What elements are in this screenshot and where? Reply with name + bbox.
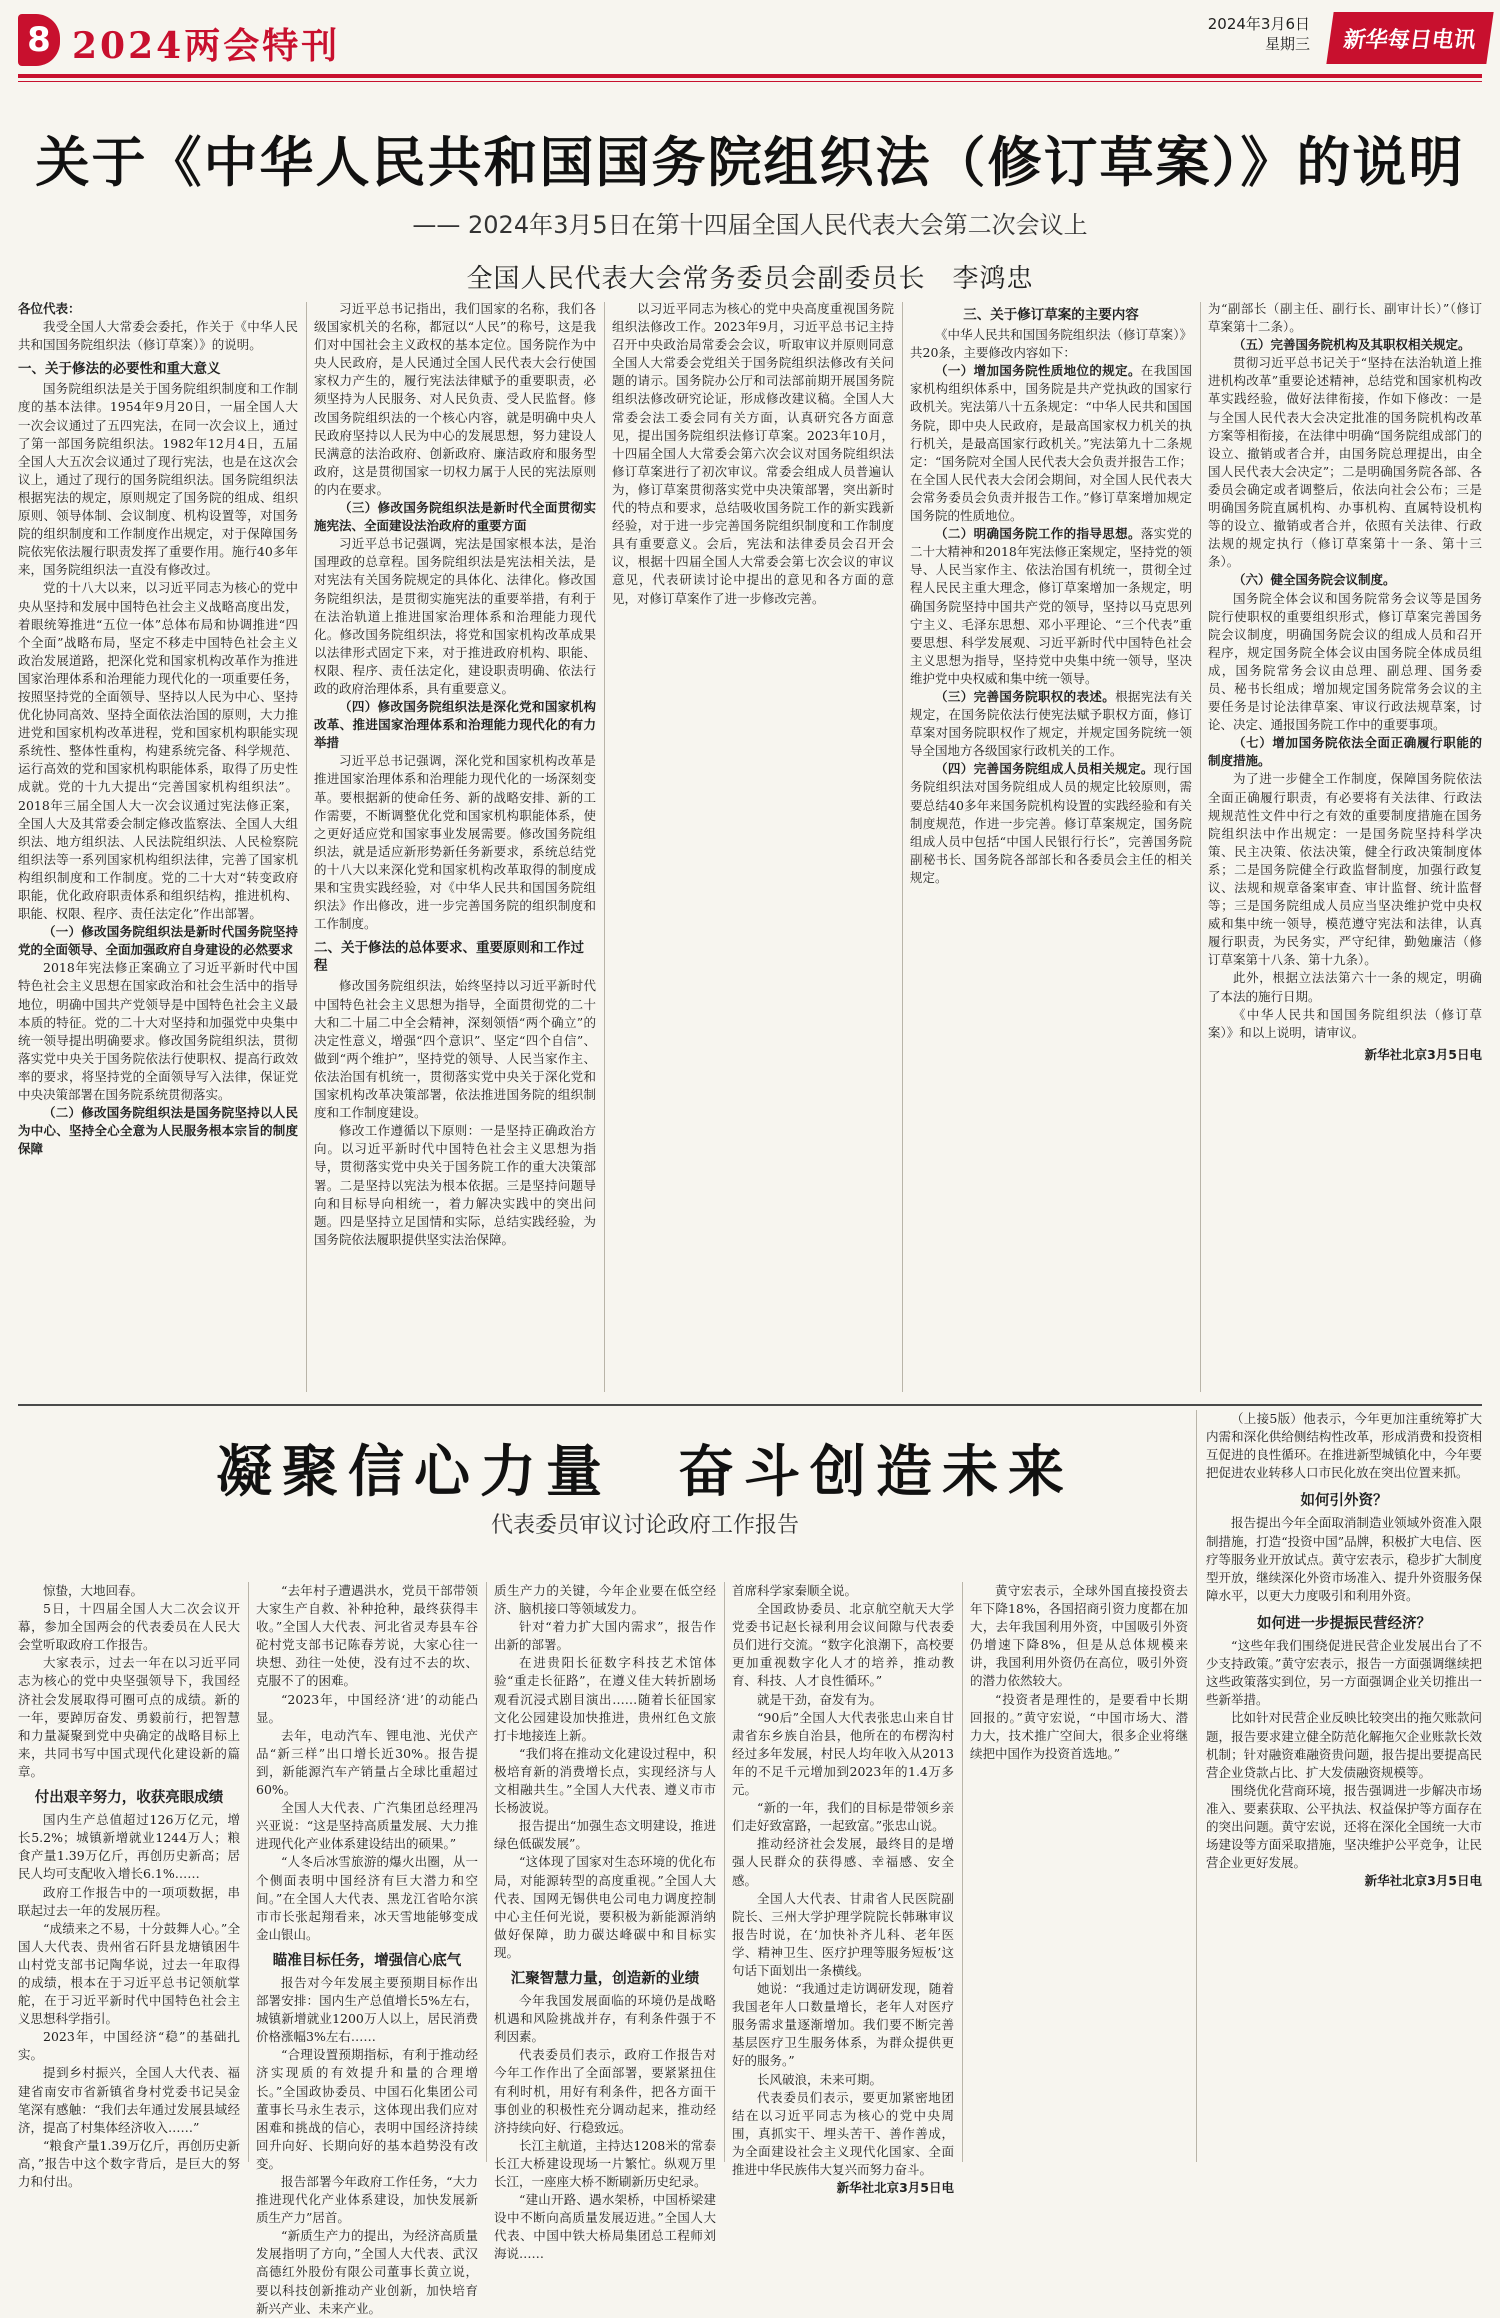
- date-text: 2024年3月6日: [1207, 15, 1310, 33]
- article-column-4: [910, 300, 1192, 1398]
- paragraph: “2023年，中国经济‘进’的动能凸显。: [256, 1691, 478, 1725]
- paragraph: 惊蛰，大地回春。: [43, 1583, 144, 1598]
- paragraph: “投资者是理性的，是要看中长期回报的。”黄守宏说，“中国市场大、潜力大，技术推广空间大，很多企业将继续把中国作为投资首选地。”: [970, 1691, 1188, 1761]
- paragraph: 5日，十四届全国人大二次会议开幕，参加全国两会的代表委员在人民大会堂听取政府工作报告。: [18, 1601, 240, 1653]
- article-column-1: [18, 300, 298, 1398]
- column-rule: [306, 302, 307, 1392]
- paragraph: 代表委员们表示，政府工作报告对今年工作作出了全面部署，要紧紧扭住有利时机，用好有利条件，把各方面干事创业的积极性充分调动起来，推动经济持续向好、行稳致远。: [494, 2047, 716, 2135]
- paragraph: 在进贵阳长征数字科技艺术馆体验“重走长征路”，在遵义佳大转折剧场观看沉浸式剧目演出……随着长征国家文化公园建设加快推进，贵州红色文旅打卡地接连上新。: [494, 1655, 716, 1743]
- article-separator: [18, 1404, 1482, 1406]
- article-column-5: [1208, 300, 1482, 1398]
- subheading: 如何引外资？: [1300, 1493, 1388, 1510]
- paragraph: 推动经济社会发展，最终目的是增强人民群众的获得感、幸福感、安全感。: [732, 1836, 954, 1888]
- paragraph: 习近平总书记强调，深化党和国家机构改革是推进国家治理体系和治理能力现代化的一场深刻变革。要根据新的使命任务、新的战略安排、新的工作需要，不断调整优化党和国家机构职能体系，使之更好适应党和国家事业发展需要。修改国务院组织法，就是适应新形势新任务新要求，系统总结党的十八大以来深化党和国家机构改革取得的制度成果和宝贵实践经验，对《中华人民共和国国务院组织法》作出修改，进一步完善国务院的组织制度和工作制度。: [314, 753, 596, 932]
- paragraph: 全国政协委员、北京航空航天大学党委书记赵长禄利用会议间隙与代表委员们进行交流。“数字化浪潮下，高校要更加重视数字化人才的培养，推动教育、科技、人才良性循环。”: [732, 1601, 954, 1689]
- paragraph: 修改国务院组织法，始终坚持以习近平新时代中国特色社会主义思想为指导，全面贯彻党的二十大和二十届二中全会精神，深刻领悟“两个确立”的决定性意义，增强“四个意识”、坚定“四个自信”、做到“两个维护”，坚持党的领导、人民当家作主、依法治国有机统一，贯彻落实党中央关于深化党和国家机构改革决策部署，依法推进国务院的组织制度和工作制度建设。: [314, 978, 596, 1121]
- article2-column-4: [732, 1582, 954, 2196]
- paragraph: “人冬后冰雪旅游的爆火出圈，从一个侧面表明中国经济有巨大潜力和空间。”在全国人大代表、黑龙江省哈尔滨市市长张起翔看来，冰天雪地能够变成金山银山。: [256, 1854, 478, 1942]
- paragraph: 2018年宪法修正案确立了习近平新时代中国特色社会主义思想在国家政治和社会生活中的指导地位，明确中国共产党领导是中国特色社会主义最本质的特征。党的二十大对坚持和加强党中央集中统一领导提出明确要求。修改国务院组织法，贯彻落实党中央关于国务院依法行使职权、提高行政效率的要求，将坚持党的全面领导写入法律，保证党中央决策部署在国务院系统贯彻落实。: [18, 960, 298, 1103]
- paragraph: “这体现了国家对生态环境的优化布局，对能源转型的高度重视。”全国人大代表、国网无锡供电公司电力调度控制中心主任何光说，要积极为新能源消纳做好保障，助力碳达峰碳中和目标实现。: [494, 1854, 716, 1960]
- section-title: 2024两会特刊: [72, 25, 341, 67]
- column-rule: [1196, 1410, 1197, 2162]
- subsection-heading: （六）健全国务院会议制度。: [1233, 572, 1396, 588]
- paragraph: 此外，根据立法法第六十一条的规定，明确了本法的施行日期。: [1208, 970, 1482, 1004]
- paragraph: 全国人大代表、甘肃省人民医院副院长、三州大学护理学院院长韩琳审议报告时说，在‘加快补齐儿科、老年医学、精神卫生、医疗护理等服务短板’这句话下面划出一条横线。: [732, 1890, 954, 1978]
- paragraph: 报告对今年发展主要预期目标作出部署安排：国内生产总值增长5%左右，城镇新增就业1200万人以上，居民消费价格涨幅3%左右……: [256, 1974, 478, 2045]
- paragraph: 大家表示，过去一年在以习近平同志为核心的党中央坚强领导下，我国经济社会发展取得可圈可点的成绩。新的一年，要踔厉奋发、勇毅前行，把智慧和力量凝聚到党中央确定的战略目标上来，共同书写中国式现代化建设新的篇章。: [18, 1655, 240, 1779]
- paragraph: “这些年我们围绕促进民营企业发展出台了不少支持政策。”黄守宏表示，报告一方面强调继续把这些政策落实到位，另一方面强调企业关切推出一些新举措。: [1206, 1638, 1482, 1708]
- article-author: 全国人民代表大会常务委员会副委员长 李鸿忠: [466, 264, 1034, 294]
- paragraph: 以习近平同志为核心的党中央高度重视国务院组织法修改工作。2023年9月，习近平总书记主持召开中央政治局常委会会议，听取审议并原则同意全国人大常委会党组关于国务院组织法修改有关问题的请示。国务院办公厅和司法部前期开展国务院组织法修改研究论证，形成修改建议稿。全国人大常委会法工委会同有关方面，认真研究各方面意见，提出国务院组织法修订草案。2023年10月，十四届全国人大常委会第六次会议对国务院组织法修订草案进行了初次审议。常委会组成人员普遍认为，修订草案贯彻落实党中央决策部署，突出新时代的特点和要求，总结吸收国务院工作的新实践新经验，对于进一步完善国务院组织制度和工作制度具有重要意义。会后，宪法和法律委员会召开会议，根据十四届全国人大常委会第七次会议的审议意见，代表研读讨论中提出的意见和各方面的意见，对修订草案作了进一步修改完善。: [612, 301, 894, 606]
- paragraph: 政府工作报告中的一项项数据，串联起过去一年的发展历程。: [18, 1884, 240, 1918]
- paragraph: 我受全国人大常委会委托，作关于《中华人民共和国国务院组织法（修订草案）》的说明。: [18, 319, 298, 353]
- weekday-text: 星期三: [1264, 35, 1310, 53]
- paragraph: 2023年，中国经济“稳”的基础扎实。: [18, 2029, 240, 2063]
- section-heading: 一、关于修法的必要性和重大意义: [18, 361, 221, 378]
- article-subtitle: —— 2024年3月5日在第十四届全国人民代表大会第二次会议上: [412, 211, 1088, 239]
- paragraph: 提到乡村振兴，全国人大代表、福建省南安市省新镇省身村党委书记吴金笔深有感触：“我们去年通过发展县域经济，提高了村集体经济收入……”: [18, 2065, 240, 2135]
- paragraph: 《中华人民共和国国务院组织法（修订草案）》共20条，主要修改内容如下：: [910, 327, 1192, 361]
- paragraph: 现行国务院组织法对国务院组成人员的规定比较原则，需要总结40多年来国务院机构设置的实践经验和有关制度规范，作进一步完善。修订草案规定，国务院组成人员中包括“中国人民银行行长”，完善国务院副秘书长、国务院各部部长和各委员会主任的相关规定。: [910, 761, 1192, 885]
- paragraph: 国务院组织法是关于国务院组织制度和工作制度的基本法律。1954年9月20日，一届全国人大一次会议通过了五四宪法，在同一次会议上，通过了第一部国务院组织法。1982年12月4日，五届全国人大五次会议通过了现行宪法，也是在这次会议上，通过了现行的国务院组织法。国务院组织法根据宪法的规定，原则规定了国务院的组成、组织原则、领导体制、会议制度、机构设置等，对国务院的组织制度和工作制度作出规定，对于保障国务院依宪依法履行职责发挥了重要作用。施行40多年来，国务院组织法一直没有修改过。: [18, 381, 298, 578]
- subsection-heading: （四）修改国务院组织法是深化党和国家机构改革、推进国家治理体系和治理能力现代化的有力举措: [314, 699, 596, 751]
- subheading: 如何进一步提振民营经济？: [1257, 1615, 1431, 1632]
- paragraph: 国内生产总值超过126万亿元，增长5.2%；城镇新增就业1244万人；粮食产量1.39万亿斤，再创历史新高；居民人均可支配收入增长6.1%……: [18, 1812, 240, 1882]
- byline: 新华社北京3月5日电: [1364, 1046, 1482, 1062]
- page-number-badge: 8: [18, 14, 60, 66]
- header-thin-rule: [18, 81, 1482, 82]
- paragraph: 报告提出今年全面取消制造业领域外资准入限制措施，打造“投资中国”品牌，积极扩大电信、医疗等服务业开放试点。黄守宏表示，稳步扩大制度型开放，继续深化外资市场准入、提升外资服务保障水平，以更大力度吸引和利用外资。: [1206, 1515, 1482, 1603]
- paragraph: 就是干劲，奋发有为。: [757, 1691, 883, 1707]
- section-heading: 二、关于修法的总体要求、重要原则和工作过程: [314, 940, 584, 975]
- paragraph: 针对“着力扩大国内需求”，报告作出新的部署。: [494, 1619, 716, 1653]
- subsection-heading: （七）增加国务院依法全面正确履行职能的制度措施。: [1208, 735, 1482, 769]
- paragraph: 习近平总书记强调，宪法是国家根本法，是治国理政的总章程。国务院组织法是宪法相关法，是对宪法有关国务院规定的具体化、法律化。修改国务院组织法，是贯彻实施宪法的重要举措，有利于在法治轨道上推进国家治理体系和治理能力现代化。修改国务院组织法，将党和国家机构改革成果以法律形式固定下来，对于推进政府机构、职能、权限、程序、责任法定化，建设职责明确、依法行政的政府治理体系，具有重要意义。: [314, 536, 596, 696]
- article-title: 关于《中华人民共和国国务院组织法（修订草案）》的说明: [35, 130, 1465, 194]
- issue-date: [1190, 14, 1310, 54]
- paragraph: 贯彻习近平总书记关于“坚持在法治轨道上推进机构改革”重要论述精神，总结党和国家机构改革实践经验，做好法律衔接，作如下修改：一是与全国人民代表大会决定批准的国务院机构改革方案等相衔接，在法律中明确“国务院组成部门的设立、撤销或者合并，由国务院总理提出，由全国人民代表大会决定”；二是明确国务院各部、各委员会确定或者调整后，依法向社会公布；三是明确国务院直属机构、办事机构、直属特设机构等的设立、撤销或者合并，依照有关法律、行政法规的规定执行（修订草案第十一条、第十三条）。: [1208, 355, 1482, 570]
- paragraph: “合理设置预期指标，有利于推动经济实现质的有效提升和量的合理增长。”全国政协委员、中国石化集团公司董事长马永生表示，这体现出我们应对困难和挑战的信心，表明中国经济持续回升向好、长期向好的基本趋势没有改变。: [256, 2047, 478, 2171]
- article-column-3: [612, 300, 894, 1398]
- column-rule: [902, 302, 903, 1392]
- article2-title: 凝聚信心力量 奋斗创造未来: [216, 1439, 1074, 1505]
- byline: 新华社北京3月5日电: [1364, 1873, 1482, 1889]
- paragraph: 党的十八大以来，以习近平同志为核心的党中央从坚持和发展中国特色社会主义战略高度出发，着眼统筹推进“五位一体”总体布局和协调推进“四个全面”战略布局，坚定不移走中国特色社会主义政治发展道路，把深化党和国家机构改革作为推进国家治理体系和治理能力现代化的一项重要任务，按照坚持党的全面领导、坚持以人民为中心、坚持优化协同高效、坚持全面依法治国的原则，大力推进党和国家机构改革进程，党和国家机构职能实现系统性、整体性重构，构建系统完备、科学规范、运行高效的党和国家机构职能体系，取得了历史性成就。党的十九大提出“完善国家机构组织法”。2018年三届全国人大一次会议通过宪法修正案，全国人大及其常委会制定修改监察法、全国人大组织法、地方组织法、人民法院组织法、人民检察院组织法等一系列国家机构组织法律，完善了国家机构组织制度和工作制度。党的二十大对“转变政府职能，优化政府职责体系和组织结构，推进机构、职能、权限、程序、责任法定化”作出部署。: [18, 580, 298, 922]
- paragraph: 为了进一步健全工作制度，保障国务院依法全面正确履行职责，有必要将有关法律、行政法规规范性文件中行之有效的重要制度措施在国务院组织法中作出规定：一是国务院坚持科学决策、民主决策、依法决策，健全行政决策制度体系；二是国务院健全行政监督制度，加强行政复议、法规和规章备案审查、审计监督、统计监督等；三是国务院组成人员应当坚决维护党中央权威和集中统一领导，模范遵守宪法和法律，认真履行职责，为民务实，严守纪律，勤勉廉洁（修订草案第十八条、第十九条）。: [1208, 771, 1482, 968]
- brand-logo: [1326, 12, 1493, 64]
- article2-subtitle: 代表委员审议讨论政府工作报告: [490, 1513, 799, 1538]
- paragraph: （上接5版）他表示，今年更加注重统筹扩大内需和深化供给侧结构性改革，形成消费和投资相互促进的良性循环。在推进新型城镇化中，今年要把促进农业转移人口市民化放在突出位置来抓。: [1206, 1411, 1482, 1481]
- paragraph: 落实党的二十大精神和2018年宪法修正案规定，坚持党的领导、人民当家作主、依法治国有机统一，贯彻全过程人民民主重大理念，修订草案增加一条规定，明确国务院坚持中国共产党的领导，坚持以马克思列宁主义、毛泽东思想、邓小平理论、“三个代表”重要思想、科学发展观、习近平新时代中国特色社会主义思想为指导，坚持党中央集中统一领导，坚决维护党中央权威和集中统一领导。: [910, 526, 1192, 686]
- subsection-heading: （一）增加国务院性质地位的规定。: [935, 363, 1141, 379]
- paragraph: 围绕优化营商环境，报告强调进一步解决市场准入、要素获取、公平执法、权益保护等方面存在的突出问题。黄守宏说，还将在深化全国统一大市场建设等方面采取措施，坚决维护公平竞争，让民营企业更好发展。: [1206, 1782, 1482, 1871]
- byline: 新华社北京3月5日电: [836, 2180, 954, 2196]
- column-rule: [486, 1582, 487, 2162]
- paragraph: 根据宪法有关规定，在国务院依法行使宪法赋予职权方面，修订草案对国务院职权作了规定，并规定国务院统一领导全国地方各级国家行政机关的工作。: [910, 688, 1192, 759]
- paragraph: 黄守宏表示，全球外国直接投资去年下降18%，各国招商引资力度都在加大，去年我国利用外资，中国吸引外资仍增速下降8%，但是从总体规模来讲，我国利用外资仍在高位，吸引外资的潜力依然较大。: [970, 1583, 1188, 1689]
- paragraph: “粮食产量1.39万亿斤，再创历史新高，”报告中这个数字背后，是巨大的努力和付出。: [18, 2137, 240, 2189]
- column-rule: [962, 1582, 963, 2162]
- paragraph: 长江主航道，主持达1208米的常泰长江大桥建设现场一片繁忙。纵观万里长江，一座座大桥不断刷新历史纪录。: [494, 2137, 716, 2189]
- paragraph: “去年村子遭遇洪水，党员干部带领大家生产自救、补种抢种，最终获得丰收。”全国人大代表、河北省灵寿县车谷砣村党支部书记陈春芳说，大家心往一块想、劲往一处使，没有过不去的坎、克服不了的困难。: [256, 1583, 478, 1689]
- paragraph: 她说：“我通过走访调研发现，随着我国老年人口数量增长，老年人对医疗服务需求量逐渐增加。我们要不断完善基层医疗卫生服务体系，为群众提供更好的服务。”: [732, 1981, 954, 2069]
- paragraph: 全国人大代表、广汽集团总经理冯兴亚说：“这是坚持高质量发展、大力推进现代化产业体系建设结出的硕果。”: [256, 1800, 478, 1852]
- article-column-2: [314, 300, 596, 1398]
- paragraph: “建山开路、遇水架桥，中国桥梁建设中不断向高质量发展迈进。”全国人大代表、中国中铁大桥局集团总工程师刘海说……: [494, 2192, 716, 2262]
- subsection-heading: （三）修改国务院组织法是新时代全面贯彻实施宪法、全面建设法治政府的重要方面: [314, 500, 596, 534]
- paragraph: 长风破浪，未来可期。: [757, 2071, 883, 2087]
- paragraph: 今年我国发展面临的环境仍是战略机遇和风险挑战并存，有利条件强于不利因素。: [494, 1993, 716, 2045]
- subsection-heading: （一）修改国务院组织法是新时代国务院坚持党的全面领导、全面加强政府自身建设的必然要求: [18, 924, 298, 958]
- subsection-heading: （三）完善国务院职权的表述。: [935, 688, 1116, 704]
- article2-column-5: [970, 1582, 1188, 2162]
- article2-column-2: [256, 1582, 478, 2316]
- header-rule: [18, 74, 1482, 78]
- paragraph: “90后”全国人大代表张忠山来自甘肃省东乡族自治县，他所在的布楞沟村经过多年发展，村民人均年收入从2013年的不足千元增加到2023年的1.4万多元。: [732, 1709, 954, 1798]
- brand-text: 新华每日电讯: [1341, 27, 1478, 53]
- paragraph: 报告部署今年政府工作任务，“大力推进现代化产业体系建设，加快发展新质生产力”居首。: [256, 2174, 478, 2226]
- paragraph: 比如针对民营企业反映比较突出的拖欠账款问题，报告要求建立健全防范化解拖欠企业账款长效机制；针对融资难融资贵问题，报告提出要提高民营企业贷款占比、扩大发债融资规模等。: [1206, 1710, 1482, 1780]
- paragraph: 报告提出“加强生态文明建设，推进绿色低碳发展”。: [494, 1818, 716, 1852]
- column-rule: [724, 1582, 725, 2162]
- subheading: 付出艰辛努力，收获亮眼成绩: [34, 1790, 224, 1807]
- column-rule: [604, 302, 605, 1392]
- paragraph: 在我国国家机构组织体系中，国务院是共产党执政的国家行政机关。宪法第八十五条规定：“中华人民共和国国务院，即中央人民政府，是最高国家权力机关的执行机关，是最高国家行政机关。”宪法第九十二条规定：“国务院对全国人民代表大会负责并报告工作；在全国人民代表大会闭会期间，对全国人民代表大会常务委员会负责并报告工作。”修订草案增加规定国务院的性质地位。: [910, 363, 1192, 524]
- paragraph: 国务院全体会议和国务院常务会议等是国务院行使职权的重要组织形式，修订草案完善国务院会议制度，明确国务院会议的组成人员和召开程序，规定国务院全体会议由国务院全体成员组成，国务院常务会议由总理、副总理、国务委员、秘书长组成；增加规定国务院常务会议的主要任务是讨论法律草案、审议行政法规草案，讨论、决定、通报国务院工作中的重要事项。: [1208, 590, 1482, 733]
- paragraph: 《中华人民共和国国务院组织法（修订草案）》和以上说明，请审议。: [1208, 1006, 1482, 1040]
- paragraph: 代表委员们表示，要更加紧密地团结在以习近平同志为核心的党中央周围，真抓实干、埋头苦干、善作善成，为全面建设社会主义现代化国家、全面推进中华民族伟大复兴而努力奋斗。: [732, 2089, 954, 2177]
- section-heading: 三、关于修订草案的主要内容: [963, 307, 1139, 323]
- article2-column-3: [494, 1582, 716, 2262]
- column-rule: [1200, 302, 1201, 1392]
- paragraph: 习近平总书记指出，我们国家的名称，我们各级国家机关的名称，都冠以“人民”的称号，这是我们对中国社会主义政权的基本定位。国务院作为中央人民政府，是人民通过全国人民代表大会行使国家权力产生的，履行宪法法律赋予的重要职责，必须坚持为人民服务、对人民负责、受人民监督。修改国务院组织法的一个核心内容，就是明确中央人民政府坚持以人民为中心的发展思想，努力建设人民满意的法治政府、创新政府、廉洁政府和服务型政府，这是贯彻国家一切权力属于人民的宪法原则的内在要求。: [314, 301, 596, 497]
- subsection-heading: （二）修改国务院组织法是国务院坚持以人民为中心、坚持全心全意为人民服务根本宗旨的制度保障: [18, 1105, 298, 1157]
- salutation: 各位代表：: [18, 301, 81, 316]
- paragraph: 质生产力的关键，今年企业要在低空经济、脑机接口等领域发力。: [494, 1583, 716, 1617]
- continued-article-column: [1206, 1410, 1482, 2162]
- paragraph: “成绩来之不易，十分鼓舞人心。”全国人大代表、贵州省石阡县龙塘镇困牛山村党支部书记陶华说，过去一年取得的成绩，根本在于习近平总书记领航掌舵，在于习近平新时代中国特色社会主义思想科学指引。: [18, 1920, 240, 2027]
- paragraph: “新质生产力的提出，为经济高质量发展指明了方向，”全国人大代表、武汉高德红外股份有限公司董事长黄立说，要以科技创新推动产业创新，加快培育新兴产业、未来产业。: [256, 2228, 478, 2316]
- paragraph: 首席科学家秦顺全说。: [732, 1583, 858, 1598]
- subheading: 汇聚智慧力量，创造新的业绩: [510, 1970, 700, 1987]
- paragraph: 为“副部长（副主任、副行长、副审计长）”（修订草案第十二条）。: [1208, 301, 1482, 335]
- subheading: 瞄准目标任务，增强信心底气: [272, 1952, 462, 1969]
- column-rule: [248, 1582, 249, 2162]
- paragraph: 修改工作遵循以下原则：一是坚持正确政治方向。以习近平新时代中国特色社会主义思想为指导，贯彻落实党中央关于国务院工作的重大决策部署。二是坚持以宪法为根本依据。三是坚持问题导向和目标导向相统一，着力解决实践中的突出问题。四是坚持立足国情和实际，总结实践经验，为国务院依法履职提供坚实法治保障。: [314, 1123, 596, 1247]
- subsection-heading: （五）完善国务院机构及其职权相关规定。: [1233, 337, 1471, 353]
- subsection-heading: （二）明确国务院工作的指导思想。: [935, 526, 1141, 542]
- article2-column-1: [18, 1582, 240, 2189]
- paragraph: “新的一年，我们的目标是带领乡亲们走好致富路，一起致富。”张忠山说。: [732, 1800, 954, 1834]
- paragraph: 去年，电动汽车、锂电池、光伏产品“新三样”出口增长近30%。报告提到，新能源汽车产销量占全球比重超过60%。: [256, 1727, 478, 1798]
- subsection-heading: （四）完善国务院组成人员相关规定。: [935, 761, 1154, 777]
- paragraph: “我们将在推动文化建设过程中，积极培育新的消费增长点，实现经济与人文相融共生。”全国人大代表、遵义市市长杨波说。: [494, 1745, 716, 1816]
